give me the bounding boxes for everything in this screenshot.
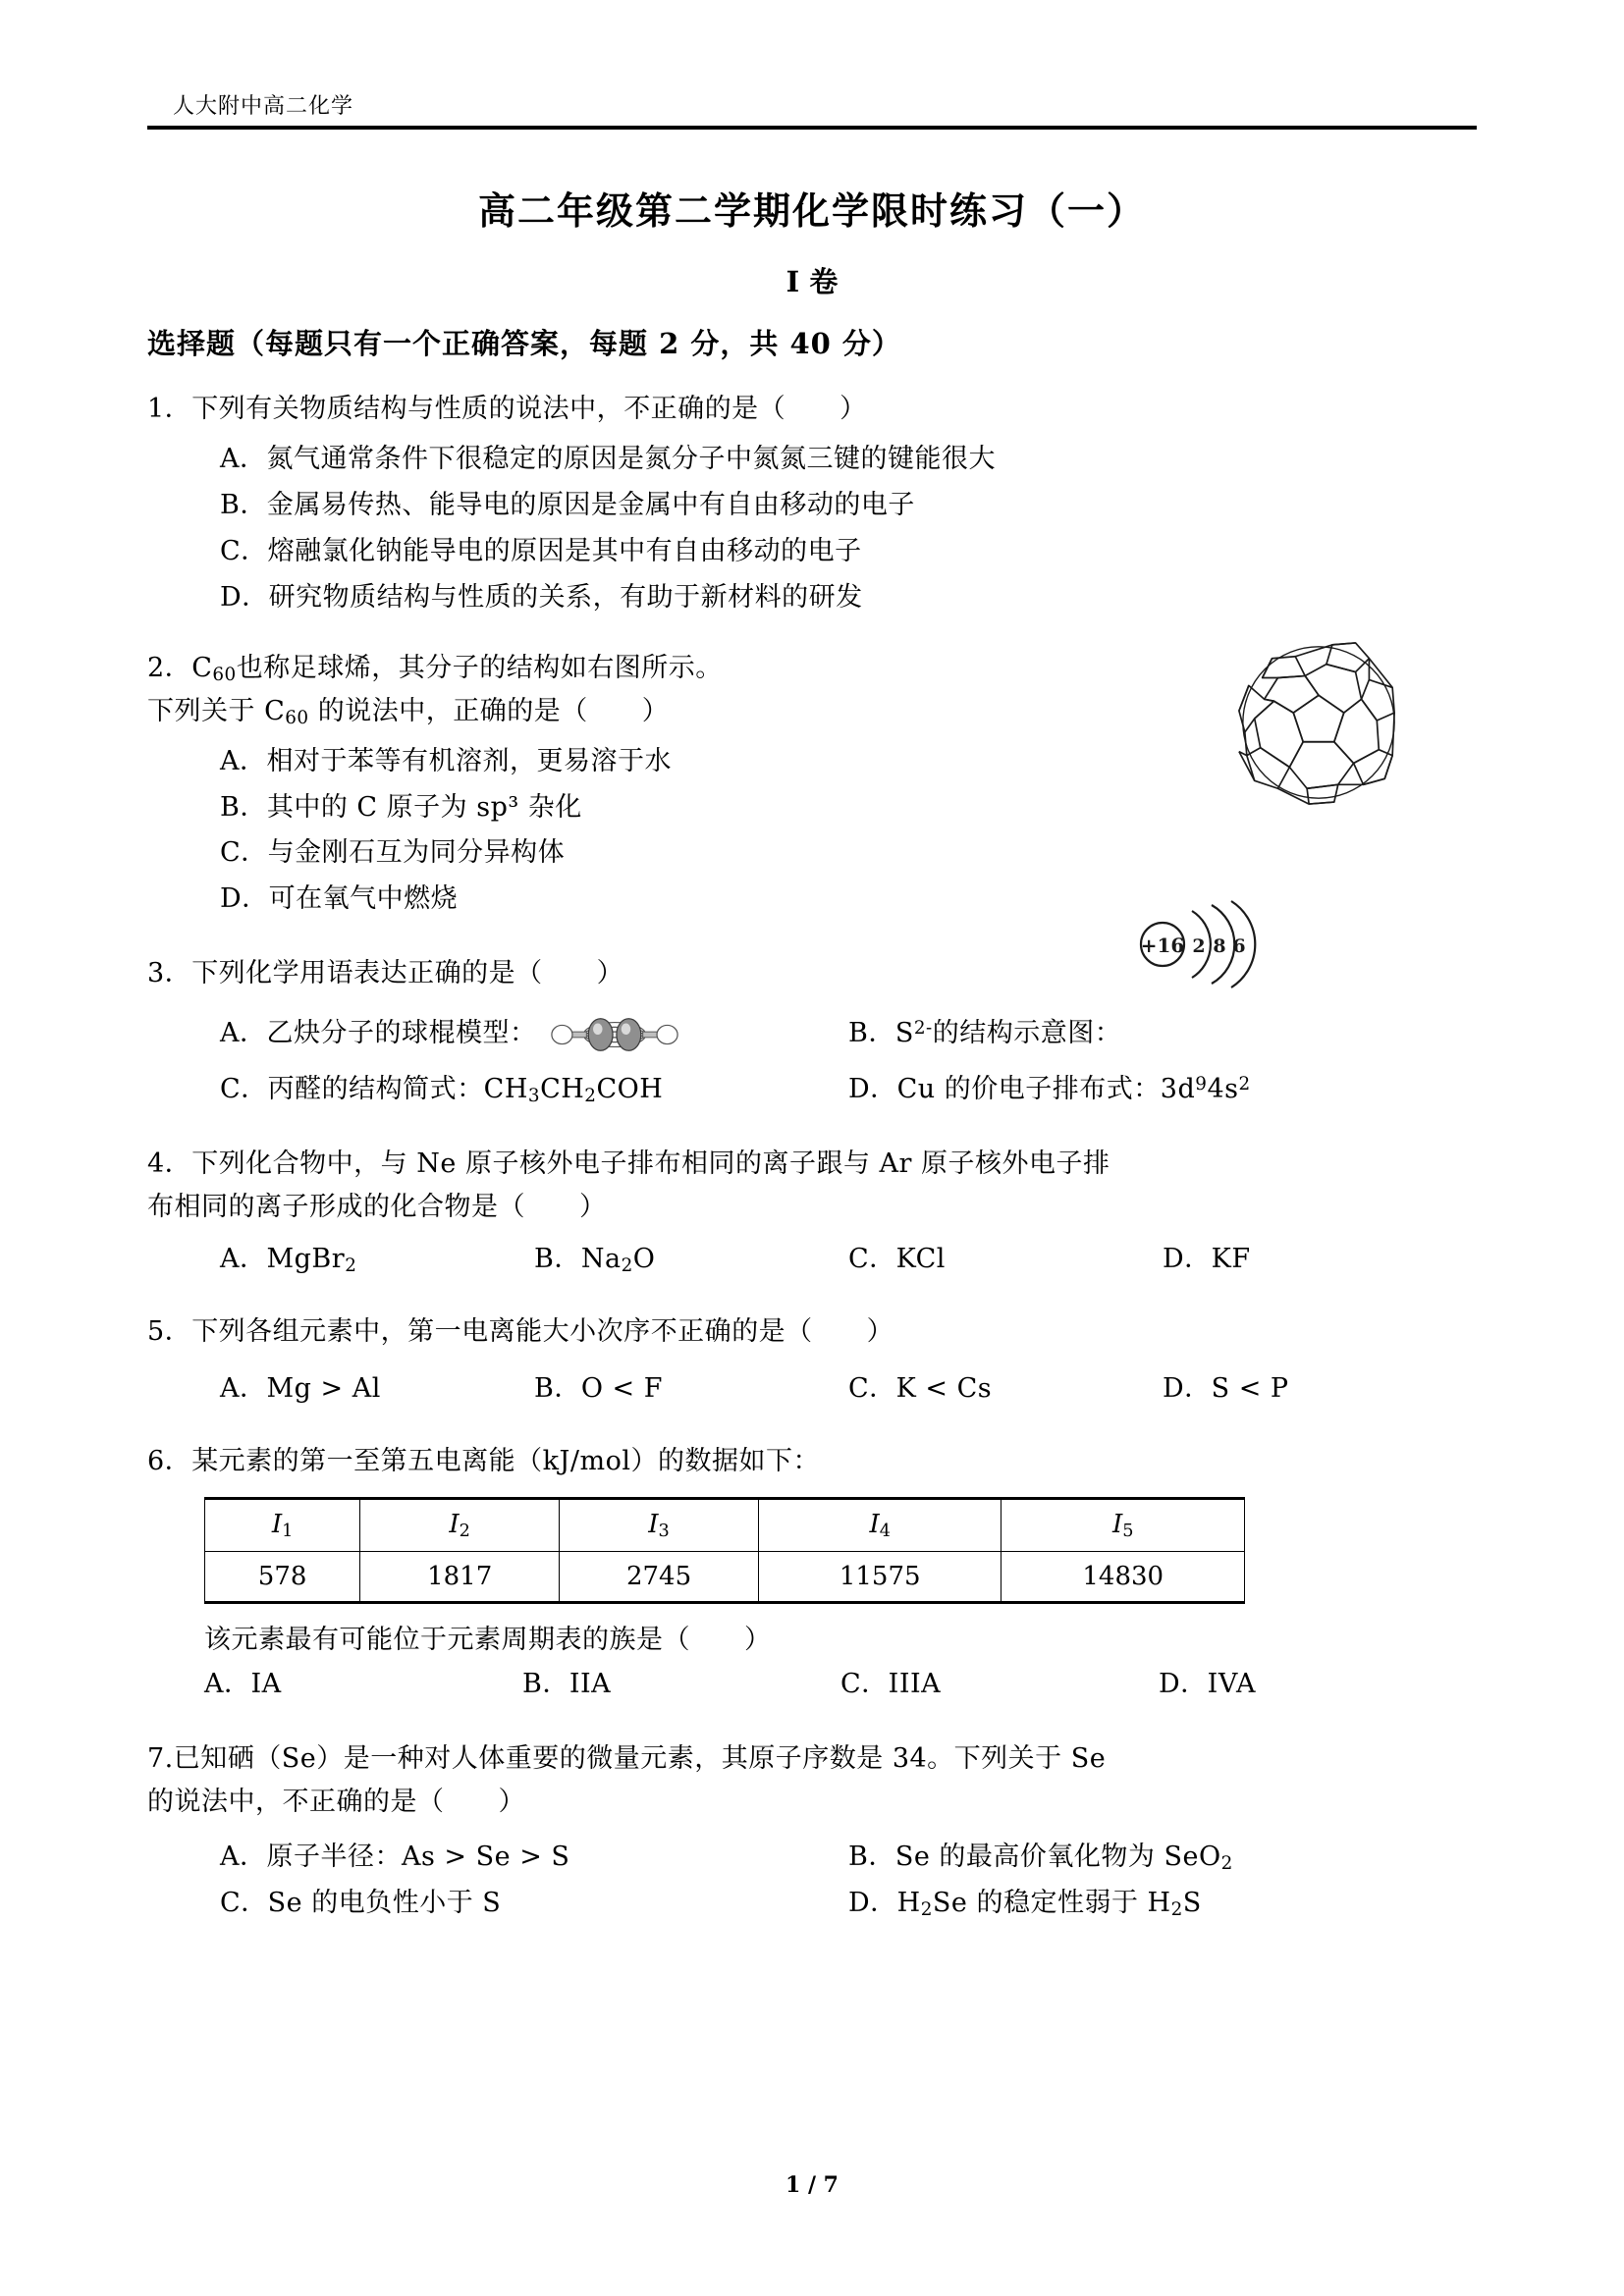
- q2-line2-a: 下列关于 C: [147, 695, 286, 726]
- table-header-cell: [205, 1498, 360, 1551]
- question-7-stem-after: 的是（ ）: [363, 1786, 525, 1817]
- question-5-options: [147, 1366, 1477, 1413]
- header-symbol: I: [869, 1509, 880, 1539]
- table-cell: 2745: [560, 1551, 759, 1602]
- question-6-followup: 该元素最有可能位于元素周期表的族是（ ）: [204, 1624, 772, 1655]
- option-label: C．KCl: [848, 1243, 946, 1274]
- option-label: B．Se 的最高价氧化物为 SeO: [848, 1842, 1221, 1873]
- option-d-sup-2: 2: [1238, 1074, 1251, 1095]
- question-3: [147, 934, 1477, 1113]
- option-subscript: 2: [1220, 1853, 1233, 1875]
- option-subscript: 2: [920, 1899, 933, 1921]
- ionization-energy-table: [204, 1497, 1245, 1604]
- option-c-c: COH: [596, 1074, 664, 1105]
- question-7-stem-line-2: [147, 1781, 1477, 1824]
- option-item-d[interactable]: [848, 1881, 1477, 1927]
- option-label: D．H: [848, 1888, 921, 1919]
- option-item[interactable]: B．IIA: [522, 1668, 612, 1699]
- question-4-stem-line-2: 布相同的离子形成的化合物是（ ）: [147, 1191, 607, 1222]
- option-item[interactable]: D．IVA: [1159, 1668, 1256, 1699]
- question-1-stem: [147, 388, 1477, 431]
- question-5-stem-before: 下列各组元素中，第一电离能大小次序: [191, 1315, 651, 1347]
- question-2: [147, 647, 1477, 923]
- header-symbol: I: [648, 1509, 659, 1539]
- header-subscript: 4: [879, 1521, 891, 1541]
- question-6-stem-text: 某元素的第一至第五电离能（kJ/mol）的数据如下：: [191, 1446, 820, 1477]
- question-7-number: 7.: [147, 1742, 174, 1774]
- question-4-stem-line-1: [147, 1143, 1477, 1186]
- option-item[interactable]: B．其中的 C 原子为 sp³ 杂化: [220, 791, 582, 823]
- q2-line2-b: 的说法中，正确的是（ ）: [308, 695, 670, 726]
- option-item[interactable]: [534, 1237, 848, 1283]
- option-after: O: [632, 1243, 656, 1274]
- option-item[interactable]: B．金属易传热、能导电的原因是金属中有自由移动的电子: [220, 490, 915, 521]
- question-5-stem: [147, 1310, 1477, 1354]
- question-7-stem-before: 的说法中，: [147, 1786, 283, 1817]
- option-item[interactable]: [1163, 1237, 1477, 1283]
- option-b-superscript: 2-: [913, 1018, 933, 1040]
- question-1-number: 1．: [147, 394, 192, 425]
- question-4-stem-text-1: 下列化合物中，与 Ne 原子核外电子排布相同的离子跟与 Ar 原子核外电子排: [191, 1148, 1110, 1180]
- option-d-a: D．Cu 的价电子排布式：3d: [848, 1074, 1196, 1105]
- option-item-c[interactable]: [220, 1067, 848, 1113]
- option-c-sub-2: 2: [584, 1086, 597, 1107]
- option-item[interactable]: A．氮气通常条件下很稳定的原因是氮分子中氮氮三键的键能很大: [220, 444, 996, 475]
- option-b-label-b: 的结构示意图：: [932, 1018, 1122, 1049]
- option-subscript: 2: [621, 1255, 633, 1276]
- question-6-options: [147, 1662, 1477, 1708]
- table-header-cell: [758, 1498, 1001, 1551]
- header-symbol: I: [271, 1509, 283, 1539]
- option-label-b: Se 的稳定性弱于 H: [932, 1888, 1171, 1919]
- shell-count-2: 8: [1213, 935, 1226, 958]
- shell-count-3: 6: [1232, 935, 1246, 958]
- header-subscript: 5: [1122, 1521, 1134, 1541]
- q2-stem-text: 也称足球烯，其分子的结构如右图所示。: [236, 653, 723, 683]
- question-7-options-row-2: [147, 1881, 1477, 1927]
- option-item[interactable]: D．S < P: [1163, 1373, 1289, 1405]
- header-subscript: 2: [459, 1521, 470, 1541]
- option-a-label: A．乙炔分子的球棍模型：: [220, 1018, 537, 1049]
- option-item[interactable]: B．O < F: [534, 1373, 663, 1405]
- option-label-c: S: [1182, 1888, 1202, 1919]
- header-subscript: 1: [282, 1521, 294, 1541]
- question-3-stem-text: 下列化学用语表达正确的是（ ）: [191, 958, 624, 989]
- table-cell: 14830: [1001, 1551, 1245, 1602]
- option-item-a[interactable]: [220, 1011, 848, 1057]
- option-d-b: 4s: [1207, 1074, 1239, 1105]
- sulfide-ion-shell-diagram: [1137, 895, 1284, 989]
- fullerene-c60-diagram: [1231, 635, 1406, 810]
- option-label: A．MgBr: [220, 1243, 346, 1274]
- option-d-sup-1: 9: [1195, 1074, 1208, 1095]
- question-1-stem-emphasis: 不正确 ・・・: [623, 394, 705, 424]
- option-item[interactable]: C．与金刚石互为同分异构体: [220, 837, 566, 869]
- shell-count-1: 2: [1192, 935, 1206, 958]
- question-4: [147, 1143, 1477, 1282]
- question-3-number: 3．: [147, 958, 192, 989]
- q2-line2-subscript: 60: [285, 707, 309, 728]
- option-item[interactable]: [220, 1237, 534, 1283]
- header-subscript: 3: [658, 1521, 670, 1541]
- header-symbol: I: [1111, 1509, 1123, 1539]
- option-item[interactable]: A．相对于苯等有机溶剂，更易溶于水: [220, 745, 672, 776]
- q2-c-symbol: C: [191, 653, 213, 683]
- question-6-number: 6．: [147, 1446, 192, 1477]
- option-subscript: 2: [345, 1255, 357, 1276]
- option-item[interactable]: [848, 1237, 1163, 1283]
- acetylene-ball-stick-model: [548, 1013, 681, 1056]
- question-7-stem-text-1: 已知硒（Se）是一种对人体重要的微量元素，其原子序数是 34。下列关于 Se: [173, 1742, 1107, 1774]
- question-5-number: 5．: [147, 1315, 192, 1347]
- option-label: A．原子半径：As > Se > S: [220, 1842, 570, 1873]
- question-3-options-row-2: [147, 1067, 1477, 1113]
- header-rule: [147, 126, 1477, 130]
- question-7-stem-line-1: [147, 1737, 1477, 1781]
- question-3-options-row-1: [147, 1011, 1477, 1057]
- table-header-row: [205, 1498, 1245, 1551]
- question-6-stem: [147, 1440, 1477, 1483]
- question-4-options: [147, 1237, 1477, 1283]
- option-item-c[interactable]: [220, 1881, 848, 1927]
- question-5-stem-emphasis: 不正确 ・・・: [651, 1316, 732, 1347]
- table-cell: 11575: [758, 1551, 1001, 1602]
- option-item[interactable]: A．Mg > Al: [220, 1373, 381, 1405]
- option-item-a[interactable]: [220, 1835, 848, 1881]
- question-1-options: [147, 437, 1477, 621]
- question-7: [147, 1737, 1477, 1927]
- question-2-number: 2．: [147, 653, 192, 683]
- page-title: 高二年级第二学期化学限时练习（一）: [477, 188, 1146, 234]
- option-item[interactable]: C．K < Cs: [848, 1373, 993, 1405]
- table-header-cell: [560, 1498, 759, 1551]
- table-row: [205, 1551, 1245, 1602]
- table-cell: 1817: [360, 1551, 560, 1602]
- table-cell: 578: [205, 1551, 360, 1602]
- option-label: C．Se 的电负性小于 S: [220, 1888, 502, 1919]
- option-item[interactable]: A．IA: [204, 1668, 282, 1699]
- option-item[interactable]: C．熔融氯化钠能导电的原因是其中有自由移动的电子: [220, 536, 862, 567]
- question-7-options-row-1: [147, 1835, 1477, 1881]
- question-1: [147, 388, 1477, 621]
- question-6: [147, 1440, 1477, 1708]
- option-item-d[interactable]: [848, 1067, 1477, 1113]
- option-item-b[interactable]: [848, 1011, 1477, 1057]
- option-c-a: C．丙醛的结构简式：CH: [220, 1074, 528, 1105]
- option-label: D．KF: [1163, 1243, 1251, 1274]
- option-item[interactable]: D．研究物质结构与性质的关系，有助于新材料的研发: [220, 582, 863, 614]
- option-c-sub-1: 3: [527, 1086, 541, 1107]
- question-1-stem-after: 的是（ ）: [704, 394, 867, 425]
- paper-section-label: I 卷: [785, 265, 839, 299]
- section-instruction: 选择题（每题只有一个正确答案，每题 2 分，共 40 分）: [147, 327, 901, 361]
- page-footer: 1 / 7: [785, 2172, 839, 2198]
- option-c-b: CH: [540, 1074, 585, 1105]
- shell-nucleus-charge: +16: [1140, 934, 1185, 958]
- question-7-stem-emphasis: 不正确 ・・・: [283, 1787, 364, 1817]
- option-item[interactable]: D．可在氧气中燃烧: [220, 883, 459, 915]
- question-5-stem-after: 的是（ ）: [731, 1315, 894, 1347]
- question-5: [147, 1310, 1477, 1414]
- table-header-cell: [360, 1498, 560, 1551]
- header-symbol: I: [449, 1509, 460, 1539]
- question-4-number: 4．: [147, 1148, 192, 1180]
- running-head: 人大附中高二化学: [173, 94, 354, 119]
- q2-c-subscript: 60: [212, 665, 237, 686]
- question-1-stem-before: 下列有关物质结构与性质的说法中，: [191, 394, 624, 425]
- option-b-label-a: B．S: [848, 1018, 914, 1049]
- option-item-b[interactable]: [848, 1835, 1477, 1881]
- table-header-cell: [1001, 1498, 1245, 1551]
- option-label: B．Na: [534, 1243, 622, 1274]
- option-subscript-2: 2: [1170, 1899, 1183, 1921]
- option-item[interactable]: C．IIIA: [840, 1668, 942, 1699]
